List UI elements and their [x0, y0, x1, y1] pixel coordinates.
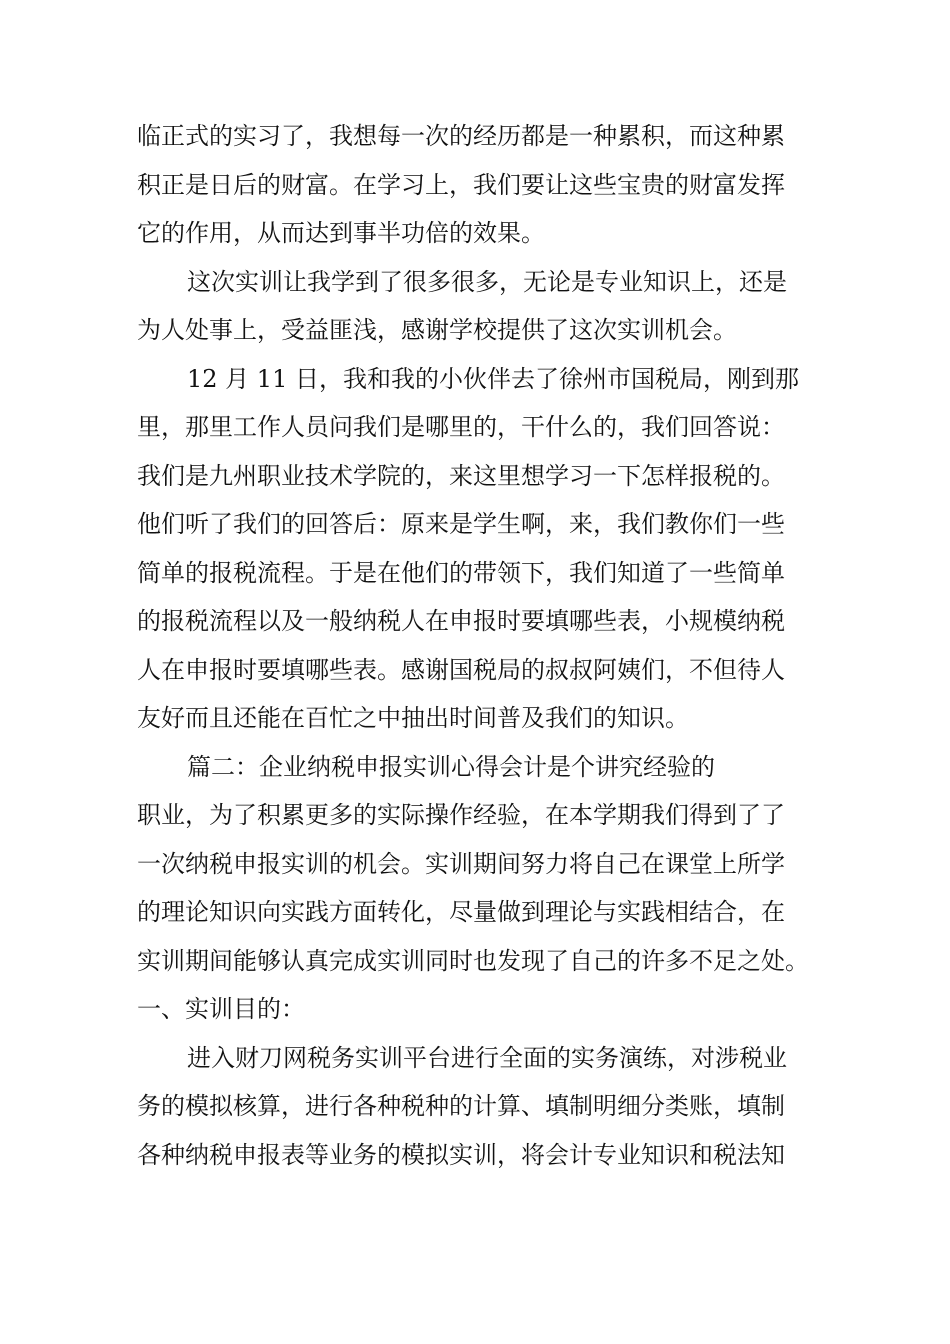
- text-line: 人在申报时要填哪些表。感谢国税局的叔叔阿姨们，不但待人: [137, 655, 785, 684]
- paragraph-start-line: 进入财刀网税务实训平台进行全面的实务演练，对涉税业: [187, 1043, 787, 1072]
- text-line: 它的作用，从而达到事半功倍的效果。: [137, 219, 545, 247]
- text-line: 各种纳税申报表等业务的模拟实训，将会计专业知识和税法知: [137, 1140, 785, 1169]
- text-line: 职业，为了积累更多的实际操作经验，在本学期我们得到了了: [137, 801, 785, 829]
- paragraph-start-line: 篇二：企业纳税申报实训心得会计是个讲究经验的: [187, 752, 715, 781]
- paragraph-start-line: 这次实训让我学到了很多很多，无论是专业知识上，还是: [187, 267, 787, 296]
- section-heading: 一、实训目的：: [137, 995, 305, 1023]
- text-line: 他们听了我们的回答后：原来是学生啊，来，我们教你们一些: [137, 510, 785, 538]
- text-line: 实训期间能够认真完成实训同时也发现了自己的许多不足之处。: [137, 946, 809, 975]
- text-line: 里，那里工作人员问我们是哪里的，干什么的，我们回答说：: [137, 413, 785, 441]
- text-line: 的理论知识向实践方面转化，尽量做到理论与实践相结合，在: [137, 898, 785, 926]
- text-line: 为人处事上，受益匪浅，感谢学校提供了这次实训机会。: [137, 316, 737, 344]
- text-line: 积正是日后的财富。在学习上，我们要让这些宝贵的财富发挥: [137, 170, 785, 199]
- text-line: 简单的报税流程。于是在他们的带领下，我们知道了一些简单: [137, 558, 785, 587]
- body-text: [137, 112, 837, 1179]
- text-line: 务的模拟核算，进行各种税种的计算、填制明细分类账，填制: [137, 1092, 785, 1120]
- text-line: 友好而且还能在百忙之中抽出时间普及我们的知识。: [137, 704, 689, 732]
- text-line: 我们是九州职业技术学院的，来这里想学习一下怎样报税的。: [137, 461, 785, 490]
- text-line: 临正式的实习了，我想每一次的经历都是一种累积，而这种累: [137, 122, 785, 150]
- paragraph-start-line: 12 月 11 日，我和我的小伙伴去了徐州市国税局，刚到那: [187, 364, 799, 393]
- text-line: 一次纳税申报实训的机会。实训期间努力将自己在课堂上所学: [137, 849, 785, 878]
- text-line: 的报税流程以及一般纳税人在申报时要填哪些表，小规模纳税: [137, 607, 785, 635]
